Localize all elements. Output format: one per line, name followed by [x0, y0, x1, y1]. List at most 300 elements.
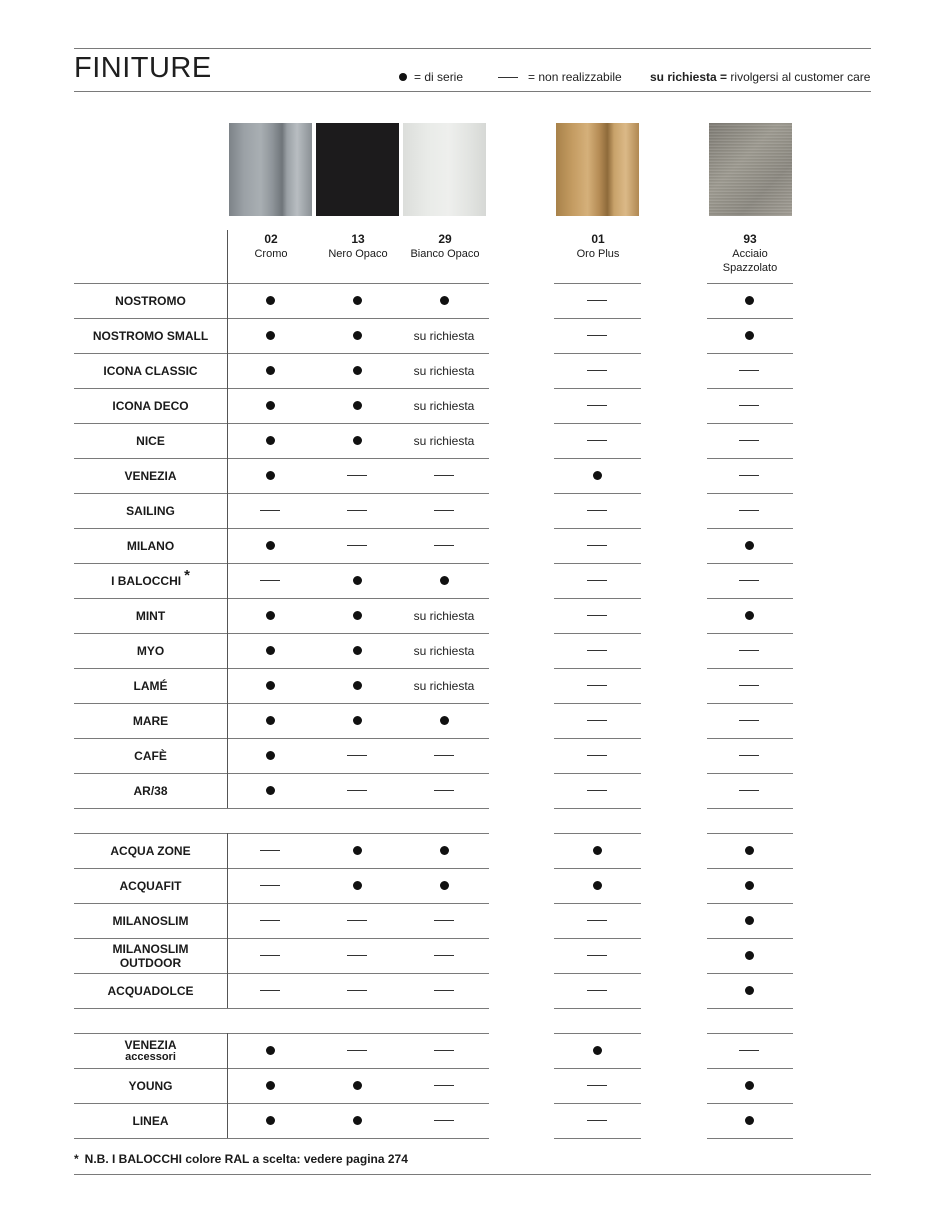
bullet-icon — [399, 73, 407, 81]
cell-di-serie — [312, 318, 402, 353]
dash-icon — [739, 405, 759, 406]
cell-non-realizzabile — [552, 703, 642, 738]
dash-icon — [739, 755, 759, 756]
cell-non-realizzabile — [552, 938, 642, 973]
dash-icon — [587, 370, 607, 371]
product-name: ACQUA ZONE — [110, 843, 191, 858]
su-richiesta-text: su richiesta — [413, 328, 475, 343]
row-label — [74, 423, 227, 458]
cell-non-realizzabile — [399, 1068, 489, 1103]
row-label — [74, 1033, 227, 1068]
bullet-icon — [353, 436, 362, 445]
product-name: MILANO — [126, 538, 175, 553]
cell-di-serie — [225, 528, 315, 563]
row-rule — [554, 1008, 641, 1009]
product-name-wrap — [111, 566, 190, 588]
dash-icon — [434, 475, 454, 476]
row-label — [74, 738, 227, 773]
product-name: ACQUAFIT — [119, 878, 182, 893]
cell-non-realizzabile — [552, 563, 642, 598]
cell-non-realizzabile — [552, 353, 642, 388]
cell-non-realizzabile — [225, 833, 315, 868]
label-column-divider — [227, 833, 228, 1008]
cell-di-serie — [704, 938, 794, 973]
cell-non-realizzabile — [399, 903, 489, 938]
cell-non-realizzabile — [312, 973, 402, 1008]
bullet-icon — [266, 646, 275, 655]
product-name: CAFÈ — [134, 748, 167, 763]
product-name: AR/38 — [133, 783, 168, 798]
bullet-icon — [745, 541, 754, 550]
cell-non-realizzabile — [704, 493, 794, 528]
cell-di-serie — [225, 633, 315, 668]
product-name: ICONA CLASSIC — [103, 363, 198, 378]
cell-di-serie — [704, 1103, 794, 1138]
cell-non-realizzabile — [704, 738, 794, 773]
finish-code: 13 — [351, 232, 365, 246]
dash-icon — [434, 955, 454, 956]
legend-non-realizzabile — [498, 70, 622, 84]
product-name: MYO — [136, 643, 165, 658]
row-rule — [707, 1008, 793, 1009]
cell-di-serie — [312, 633, 402, 668]
cell-su-richiesta — [399, 318, 489, 353]
product-name: VENEZIA — [124, 468, 177, 483]
bullet-icon — [353, 1081, 362, 1090]
bullet-icon — [266, 786, 275, 795]
dash-icon — [260, 990, 280, 991]
dash-icon — [434, 1085, 454, 1086]
cell-non-realizzabile — [399, 458, 489, 493]
dash-icon — [587, 755, 607, 756]
cell-di-serie — [399, 703, 489, 738]
bullet-icon — [745, 881, 754, 890]
row-label — [74, 493, 227, 528]
label-column-divider — [227, 230, 228, 283]
bullet-icon — [440, 846, 449, 855]
cell-di-serie — [704, 903, 794, 938]
bullet-icon — [353, 681, 362, 690]
bullet-icon — [353, 646, 362, 655]
swatch-bianco-opaco — [403, 123, 486, 216]
bullet-icon — [745, 951, 754, 960]
cell-non-realizzabile — [312, 773, 402, 808]
dash-icon — [587, 955, 607, 956]
row-label — [74, 973, 227, 1008]
su-richiesta-text: su richiesta — [413, 433, 475, 448]
cell-di-serie — [552, 1033, 642, 1068]
cell-non-realizzabile — [704, 773, 794, 808]
bullet-icon — [440, 576, 449, 585]
cell-di-serie — [312, 1068, 402, 1103]
cell-non-realizzabile — [312, 458, 402, 493]
row-label — [74, 833, 227, 868]
dash-icon — [347, 955, 367, 956]
su-richiesta-text: su richiesta — [413, 608, 475, 623]
legend-su-richiesta — [650, 70, 870, 84]
finish-code: 29 — [438, 232, 452, 246]
dash-icon — [347, 920, 367, 921]
dash-icon — [587, 615, 607, 616]
cell-di-serie — [225, 318, 315, 353]
row-label — [74, 668, 227, 703]
bullet-icon — [353, 576, 362, 585]
product-name: MARE — [132, 713, 169, 728]
bullet-icon — [266, 401, 275, 410]
row-label — [74, 528, 227, 563]
product-name: NICE — [136, 433, 165, 448]
bullet-icon — [353, 1116, 362, 1125]
dash-icon — [739, 650, 759, 651]
cell-non-realizzabile — [704, 388, 794, 423]
cell-non-realizzabile — [552, 388, 642, 423]
cell-di-serie — [312, 353, 402, 388]
cell-di-serie — [225, 458, 315, 493]
cell-non-realizzabile — [552, 1103, 642, 1138]
finish-code: 93 — [743, 232, 757, 246]
dash-icon — [260, 850, 280, 851]
dash-icon — [434, 990, 454, 991]
dash-icon — [739, 475, 759, 476]
cell-su-richiesta — [399, 598, 489, 633]
dash-icon — [347, 510, 367, 511]
cell-non-realizzabile — [312, 493, 402, 528]
swatch-cromo — [229, 123, 312, 216]
column-header-nero-opaco — [313, 232, 403, 261]
dash-icon — [347, 475, 367, 476]
label-column-divider — [227, 283, 228, 808]
cell-di-serie — [704, 598, 794, 633]
cell-di-serie — [399, 283, 489, 318]
cell-di-serie — [225, 668, 315, 703]
cell-non-realizzabile — [704, 1033, 794, 1068]
cell-di-serie — [704, 868, 794, 903]
su-richiesta-text: su richiesta — [413, 643, 475, 658]
page-title: FINITURE — [74, 52, 212, 84]
finish-code: 02 — [264, 232, 278, 246]
dash-icon — [434, 790, 454, 791]
cell-di-serie — [552, 458, 642, 493]
cell-di-serie — [312, 868, 402, 903]
dash-icon — [739, 370, 759, 371]
cell-non-realizzabile — [225, 868, 315, 903]
bullet-icon — [440, 881, 449, 890]
cell-di-serie — [312, 833, 402, 868]
cell-di-serie — [225, 598, 315, 633]
cell-di-serie — [312, 388, 402, 423]
su-richiesta-text: su richiesta — [413, 678, 475, 693]
cell-non-realizzabile — [312, 738, 402, 773]
cell-non-realizzabile — [225, 563, 315, 598]
row-label — [74, 458, 227, 493]
bullet-icon — [745, 611, 754, 620]
cell-di-serie — [225, 703, 315, 738]
asterisk-mark: * — [184, 566, 190, 584]
product-name: VENEZIA — [124, 1038, 177, 1052]
cell-non-realizzabile — [552, 668, 642, 703]
cell-non-realizzabile — [552, 528, 642, 563]
cell-di-serie — [704, 1068, 794, 1103]
cell-di-serie — [312, 563, 402, 598]
cell-di-serie — [225, 353, 315, 388]
product-name-line2: OUTDOOR — [119, 955, 182, 970]
legend-non-realizzabile-label: = non realizzabile — [528, 70, 622, 84]
dash-icon — [347, 545, 367, 546]
bottom-rule — [74, 1174, 871, 1175]
header-bottom-rule — [74, 91, 871, 92]
bullet-icon — [266, 751, 275, 760]
row-label — [74, 1103, 227, 1138]
cell-non-realizzabile — [399, 1033, 489, 1068]
dash-icon — [434, 920, 454, 921]
cell-su-richiesta — [399, 668, 489, 703]
bullet-icon — [745, 1081, 754, 1090]
cell-non-realizzabile — [704, 668, 794, 703]
product-name: NOSTROMO SMALL — [92, 328, 209, 343]
cell-non-realizzabile — [399, 938, 489, 973]
product-name: ICONA DECO — [112, 398, 189, 413]
legend-di-serie-label: = di serie — [414, 70, 464, 84]
row-label — [74, 318, 227, 353]
cell-di-serie — [225, 738, 315, 773]
dash-icon — [347, 755, 367, 756]
finish-name-line2: Spazzolato — [722, 262, 778, 274]
dash-icon — [347, 790, 367, 791]
finish-name: Bianco Opaco — [410, 248, 480, 260]
cell-non-realizzabile — [552, 283, 642, 318]
dash-icon — [739, 1050, 759, 1051]
product-name: I BALOCCHI — [111, 573, 182, 588]
bullet-icon — [745, 296, 754, 305]
product-name: LAMÉ — [133, 678, 168, 693]
dash-icon — [739, 790, 759, 791]
bullet-icon — [266, 1116, 275, 1125]
cell-non-realizzabile — [225, 493, 315, 528]
cell-non-realizzabile — [312, 903, 402, 938]
cell-di-serie — [552, 868, 642, 903]
dash-icon — [260, 920, 280, 921]
cell-non-realizzabile — [704, 353, 794, 388]
dash-icon — [434, 510, 454, 511]
bullet-icon — [745, 986, 754, 995]
row-label — [74, 633, 227, 668]
dash-icon — [347, 990, 367, 991]
cell-non-realizzabile — [552, 973, 642, 1008]
cell-di-serie — [312, 598, 402, 633]
bullet-icon — [593, 846, 602, 855]
column-header-oro-plus — [553, 232, 643, 261]
cell-non-realizzabile — [552, 1068, 642, 1103]
product-name: LINEA — [132, 1113, 169, 1128]
footnote-text: N.B. I BALOCCHI colore RAL a scelta: vedere pagina 274 — [84, 1152, 408, 1166]
swatch-nero-opaco — [316, 123, 399, 216]
cell-di-serie — [225, 1103, 315, 1138]
finish-code: 01 — [591, 232, 605, 246]
dash-icon — [587, 300, 607, 301]
footnote — [74, 1152, 408, 1166]
row-rule — [74, 808, 489, 809]
bullet-icon — [745, 846, 754, 855]
product-name: YOUNG — [128, 1078, 173, 1093]
cell-non-realizzabile — [552, 903, 642, 938]
dash-icon — [587, 335, 607, 336]
cell-su-richiesta — [399, 423, 489, 458]
cell-su-richiesta — [399, 353, 489, 388]
dash-icon — [587, 545, 607, 546]
dash-icon — [260, 955, 280, 956]
dash-icon — [434, 1120, 454, 1121]
dash-icon — [347, 1050, 367, 1051]
cell-non-realizzabile — [399, 773, 489, 808]
legend-su-richiesta-eq: = — [720, 70, 728, 84]
cell-di-serie — [704, 318, 794, 353]
cell-non-realizzabile — [399, 1103, 489, 1138]
dash-icon — [498, 77, 518, 78]
cell-non-realizzabile — [399, 528, 489, 563]
cell-di-serie — [312, 283, 402, 318]
cell-di-serie — [225, 1033, 315, 1068]
cell-non-realizzabile — [704, 633, 794, 668]
dash-icon — [739, 720, 759, 721]
product-name: NOSTROMO — [115, 293, 186, 308]
dash-icon — [587, 440, 607, 441]
cell-di-serie — [225, 283, 315, 318]
row-label — [74, 773, 227, 808]
dash-icon — [739, 685, 759, 686]
bullet-icon — [353, 366, 362, 375]
product-name: MILANOSLIM — [112, 913, 189, 928]
bullet-icon — [266, 331, 275, 340]
row-label — [74, 388, 227, 423]
cell-non-realizzabile — [399, 738, 489, 773]
bullet-icon — [266, 471, 275, 480]
product-name: MILANOSLIM — [112, 941, 189, 956]
cell-non-realizzabile — [399, 493, 489, 528]
cell-non-realizzabile — [225, 903, 315, 938]
cell-non-realizzabile — [552, 773, 642, 808]
bullet-icon — [593, 881, 602, 890]
bullet-icon — [266, 611, 275, 620]
bullet-icon — [440, 716, 449, 725]
swatch-acciaio-spazzolato — [709, 123, 792, 216]
finish-name: Cromo — [254, 248, 288, 260]
row-rule — [707, 808, 793, 809]
bullet-icon — [745, 916, 754, 925]
cell-di-serie — [399, 833, 489, 868]
row-rule — [74, 1008, 489, 1009]
top-rule — [74, 48, 871, 49]
cell-di-serie — [312, 703, 402, 738]
bullet-icon — [266, 541, 275, 550]
cell-non-realizzabile — [704, 423, 794, 458]
dash-icon — [587, 720, 607, 721]
product-name: MINT — [135, 608, 166, 623]
bullet-icon — [353, 716, 362, 725]
bullet-icon — [266, 436, 275, 445]
bullet-icon — [266, 1081, 275, 1090]
cell-di-serie — [399, 868, 489, 903]
column-header-acciaio-spazzolato — [705, 232, 795, 275]
dash-icon — [587, 510, 607, 511]
row-rule — [554, 1138, 641, 1139]
cell-di-serie — [225, 423, 315, 458]
label-column-divider — [227, 1033, 228, 1138]
bullet-icon — [353, 296, 362, 305]
row-label — [74, 598, 227, 633]
cell-non-realizzabile — [704, 458, 794, 493]
cell-di-serie — [552, 833, 642, 868]
dash-icon — [587, 405, 607, 406]
bullet-icon — [353, 846, 362, 855]
footnote-mark: * — [74, 1152, 79, 1166]
cell-non-realizzabile — [312, 528, 402, 563]
dash-icon — [587, 920, 607, 921]
dash-icon — [434, 1050, 454, 1051]
product-name: ACQUADOLCE — [107, 983, 194, 998]
column-header-bianco-opaco — [400, 232, 490, 261]
bullet-icon — [266, 716, 275, 725]
cell-di-serie — [225, 388, 315, 423]
bullet-icon — [440, 296, 449, 305]
bullet-icon — [266, 296, 275, 305]
bullet-icon — [353, 611, 362, 620]
row-rule — [554, 808, 641, 809]
cell-di-serie — [312, 423, 402, 458]
column-header-cromo — [226, 232, 316, 261]
cell-non-realizzabile — [552, 423, 642, 458]
row-label — [74, 283, 227, 318]
swatch-oro-plus — [556, 123, 639, 216]
row-label — [74, 1068, 227, 1103]
su-richiesta-text: su richiesta — [413, 363, 475, 378]
bullet-icon — [266, 1046, 275, 1055]
cell-di-serie — [312, 1103, 402, 1138]
cell-di-serie — [225, 773, 315, 808]
cell-non-realizzabile — [552, 318, 642, 353]
bullet-icon — [266, 366, 275, 375]
row-label — [74, 353, 227, 388]
row-label — [74, 938, 227, 973]
finish-name: Oro Plus — [576, 248, 620, 260]
row-label — [74, 703, 227, 738]
legend-su-richiesta-term: su richiesta — [650, 70, 717, 84]
dash-icon — [434, 545, 454, 546]
finish-name-line1: Acciaio — [732, 248, 768, 260]
dash-icon — [260, 885, 280, 886]
cell-non-realizzabile — [704, 703, 794, 738]
row-rule — [707, 1138, 793, 1139]
bullet-icon — [353, 881, 362, 890]
cell-non-realizzabile — [225, 973, 315, 1008]
cell-non-realizzabile — [552, 598, 642, 633]
cell-di-serie — [704, 528, 794, 563]
bullet-icon — [593, 471, 602, 480]
cell-non-realizzabile — [312, 1033, 402, 1068]
cell-non-realizzabile — [704, 563, 794, 598]
dash-icon — [739, 440, 759, 441]
cell-di-serie — [704, 833, 794, 868]
finish-name: Nero Opaco — [328, 248, 388, 260]
dash-icon — [260, 510, 280, 511]
dash-icon — [739, 510, 759, 511]
cell-su-richiesta — [399, 388, 489, 423]
dash-icon — [739, 580, 759, 581]
cell-di-serie — [704, 283, 794, 318]
bullet-icon — [266, 681, 275, 690]
cell-non-realizzabile — [552, 738, 642, 773]
bullet-icon — [593, 1046, 602, 1055]
cell-non-realizzabile — [225, 938, 315, 973]
